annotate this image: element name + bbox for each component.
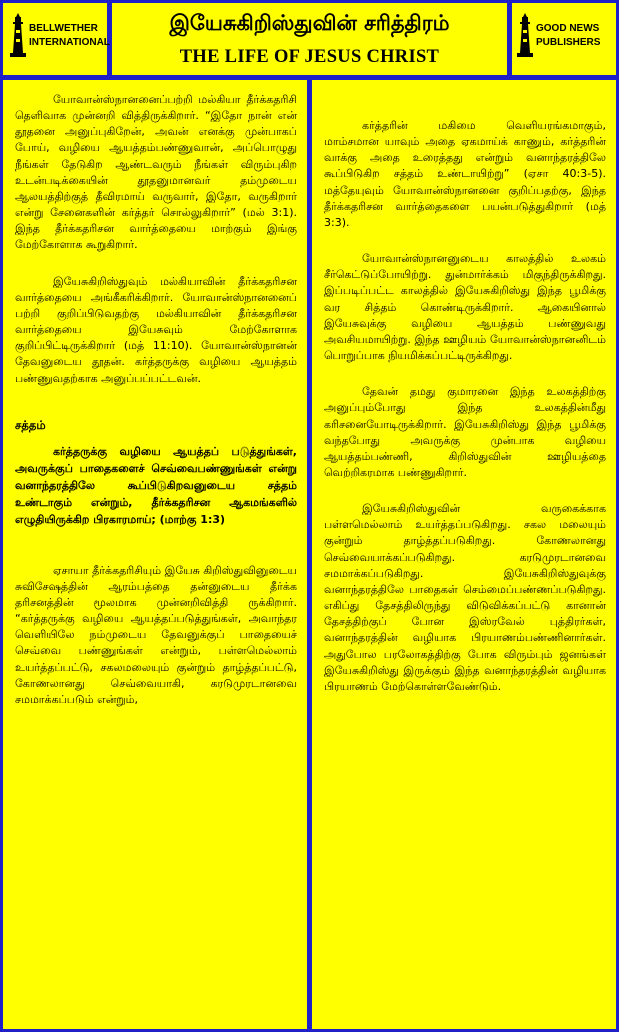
page-title-english: THE LIFE OF JESUS CHRIST [179, 47, 440, 67]
left-paragraph-3: ஏசாயா தீர்க்கதரிசியும் இயேசு கிறிஸ்துவினுடைய சுவிசேஷத்தின் ஆரம்பத்தை தன்னுடைய தீர்க்க தரிசனத்தின் மூலமாக முன்னறிவித்தி ருக்கிறார். “கர்த்தருக்கு வழியை ஆயத்தப்படுத்துங்கள், அவாந்தர வெளியிலே நம்முடைய தேவனுக்குப் பாதையைச் செவ்வை பண்ணுங்கள் என்றும், பள்ளமெல்லாம் உயர்த்தப்பட்டு, சகலமலையும் குன்றும் தாழ்த்தப்பட்டு, கோணலானது செவ்வையாகி, கரடுமுரடானவை சமமாக்கப்படும் என்றும், [15, 563, 297, 706]
good-news-logo [516, 13, 600, 59]
left-paragraph-1: யோவான்ஸ்நானனைப்பற்றி மல்கியா தீர்க்கதரிசி தெளிவாக முன்னறி வித்திருக்கிறார். “இதோ நான் என் தூதனை அனுப்புகிறேன், அவன் எனக்கு முன்பாகப் போய், வழியை ஆயத்தம்பண்ணுவான், அப்பொழுது நீங்கள் தேடுகிற ஆண்டவரும் நீங்கள் விரும்புகிற உடன்படிக்கையின் தூதனுமானவர் தம்முடைய ஆலயத்திற்குத் தீவிரமாய் வருவார், இதோ, வருகிறார் என்று சேனைகளின் கர்த்தர் சொல்லுகிறார்” (மல் 3:1). இந்த தீர்க்கதரிசன வார்த்தையை மாற்கும் இங்கு மேற்கோளாக கூறுகிறார். [15, 93, 297, 252]
right-paragraph-4: இயேசுகிறிஸ்துவின் வருகைக்காக பள்ளமெல்லாம் உயர்த்தப்படுகிறது. சகல மலையும் குன்றும் தாழ்த்தப்படுகிறது. கோணலானது செவ்வையாக்கப்படுகிறது. கரடுமுரடானவை சமமாக்கப்படுகிறது. இயேசுகிறிஸ்துவுக்கு வனாந்தரத்திலே பாதைகள் செம்மைப்பண்ணப்படுகிறது. எகிப்து தேசத்திலிருந்து விடுவிக்கப்பட்டு கானான் தேசத்திற்குப் போன இஸ்ரவேல் புத்திரர்கள், வனாந்தரத்தின் வழியாக பிரயாணம்பண்ணினார்கள். அதுபோல பரலோகத்திற்கு போக விரும்பும் ஜனங்கள் இயேசுகிறிஸ்து இருக்கும் இந்த வனாந்தரத்தின் வழியாக பிரயாணம் மேற்கொள்ளவேண்டும். [324, 502, 606, 693]
page-title-tamil: இயேசுகிறிஸ்துவின் சரித்திரம் [169, 11, 450, 35]
left-logo-panel [3, 3, 110, 75]
title-panel [112, 3, 507, 75]
logo-text-line1: BELLWETHER [29, 23, 98, 34]
right-column [312, 80, 616, 1029]
right-paragraph-1: கர்த்தரின் மகிமை வெளியரங்கமாகும், மாம்சமான யாவும் அதை ஏகமாய்க் காணும், கர்த்தரின் வாக்கு அதை உரைத்தது என்றும் வனாந்தரத்திலே கூப்பிடுகிற சத்தம் உண்டாயிற்று” (ஏசா 40:3-5). மத்தேயுவும் யோவான்ஸ்நானனை குறிப்பதற்கு, இந்த தீர்க்கதரிசன வார்த்தைகளை பயன்படுத்துகிறார் (மத் 3:3). [324, 119, 606, 229]
left-column [3, 80, 307, 1029]
right-logo-panel [512, 3, 616, 75]
section-heading: சத்தம் [15, 417, 46, 432]
left-paragraph-2: இயேசுகிறிஸ்துவும் மல்கியாவின் தீர்க்கதரிசன வார்த்தையை அங்கீகரிக்கிறார். யோவான்ஸ்நானனைப் பற்றி குறிப்பிடுவதற்கு மல்கியாவின் தீர்க்கதரிசன வார்த்தையை இயேசுவும் மேற்கோளாக குறிப்பிட்டிருக்கிறார் (மத் 11:10). யோவான்ஸ்நானன் தேவனுடைய தூதன். கர்த்தருக்கு வழியை ஆயத்தம் பண்ணுவதற்காக அனுப்பப்பட்டவன். [15, 274, 297, 385]
scripture-quote: கர்த்தருக்கு வழியை ஆயத்தப் படுத்துங்கள், அவருக்குப் பாதைகளைச் செவ்வைபண்ணுங்கள் என்று வனாந்தரத்திலே கூப்பிடுகிறவனுடைய சத்தம் உண்டாகும் என்றும், தீர்க்கதரிசன ஆகமங்களில் எழுதியிருக்கிற பிரகாரமாய்; (மாற்கு 1:3) [15, 444, 297, 527]
bellwether-logo [9, 13, 110, 59]
logo-text-line1: GOOD NEWS [536, 23, 600, 34]
lighthouse-icon [9, 13, 27, 59]
right-paragraph-2: யோவான்ஸ்நானனுடைய காலத்தில் உலகம் சீர்கெட்டுப்போயிற்று. துன்மார்க்கம் மிகுந்திருக்கிறது. இப்படிப்பட்ட காலத்தில் இயேசுகிறிஸ்து இந்த பூமிக்கு வர சித்தம் கொண்டிருக்கிறார். ஆகையினால் இயேசுவுக்கு வழியை ஆயத்தம் பண்ணுவது அவசியமாயிற்று. இந்த ஊழியம் யோவான்ஸ்நானனிடம் பொறுப்பாக நியமிக்கப்பட்டிருக்கிறது. [324, 252, 606, 363]
logo-text-line2: PUBLISHERS [536, 37, 601, 48]
right-paragraph-3: தேவன் தமது குமாரனை இந்த உலகத்திற்கு அனுப்பும்போது இந்த உலகத்தின்மீது கரிசனையோடிருக்கிறார். இயேசுகிறிஸ்து இந்த பூமிக்கு வந்தபோது அவருக்கு முன்பாக வழியை ஆயத்தம்பண்ணி, கிறிஸ்துவின் ஊழியத்தை வெற்றிகரமாக பண்ணுகிறார். [324, 385, 606, 479]
logo-text-line2: INTERNATIONAL [29, 37, 110, 48]
lighthouse-icon [516, 13, 534, 59]
